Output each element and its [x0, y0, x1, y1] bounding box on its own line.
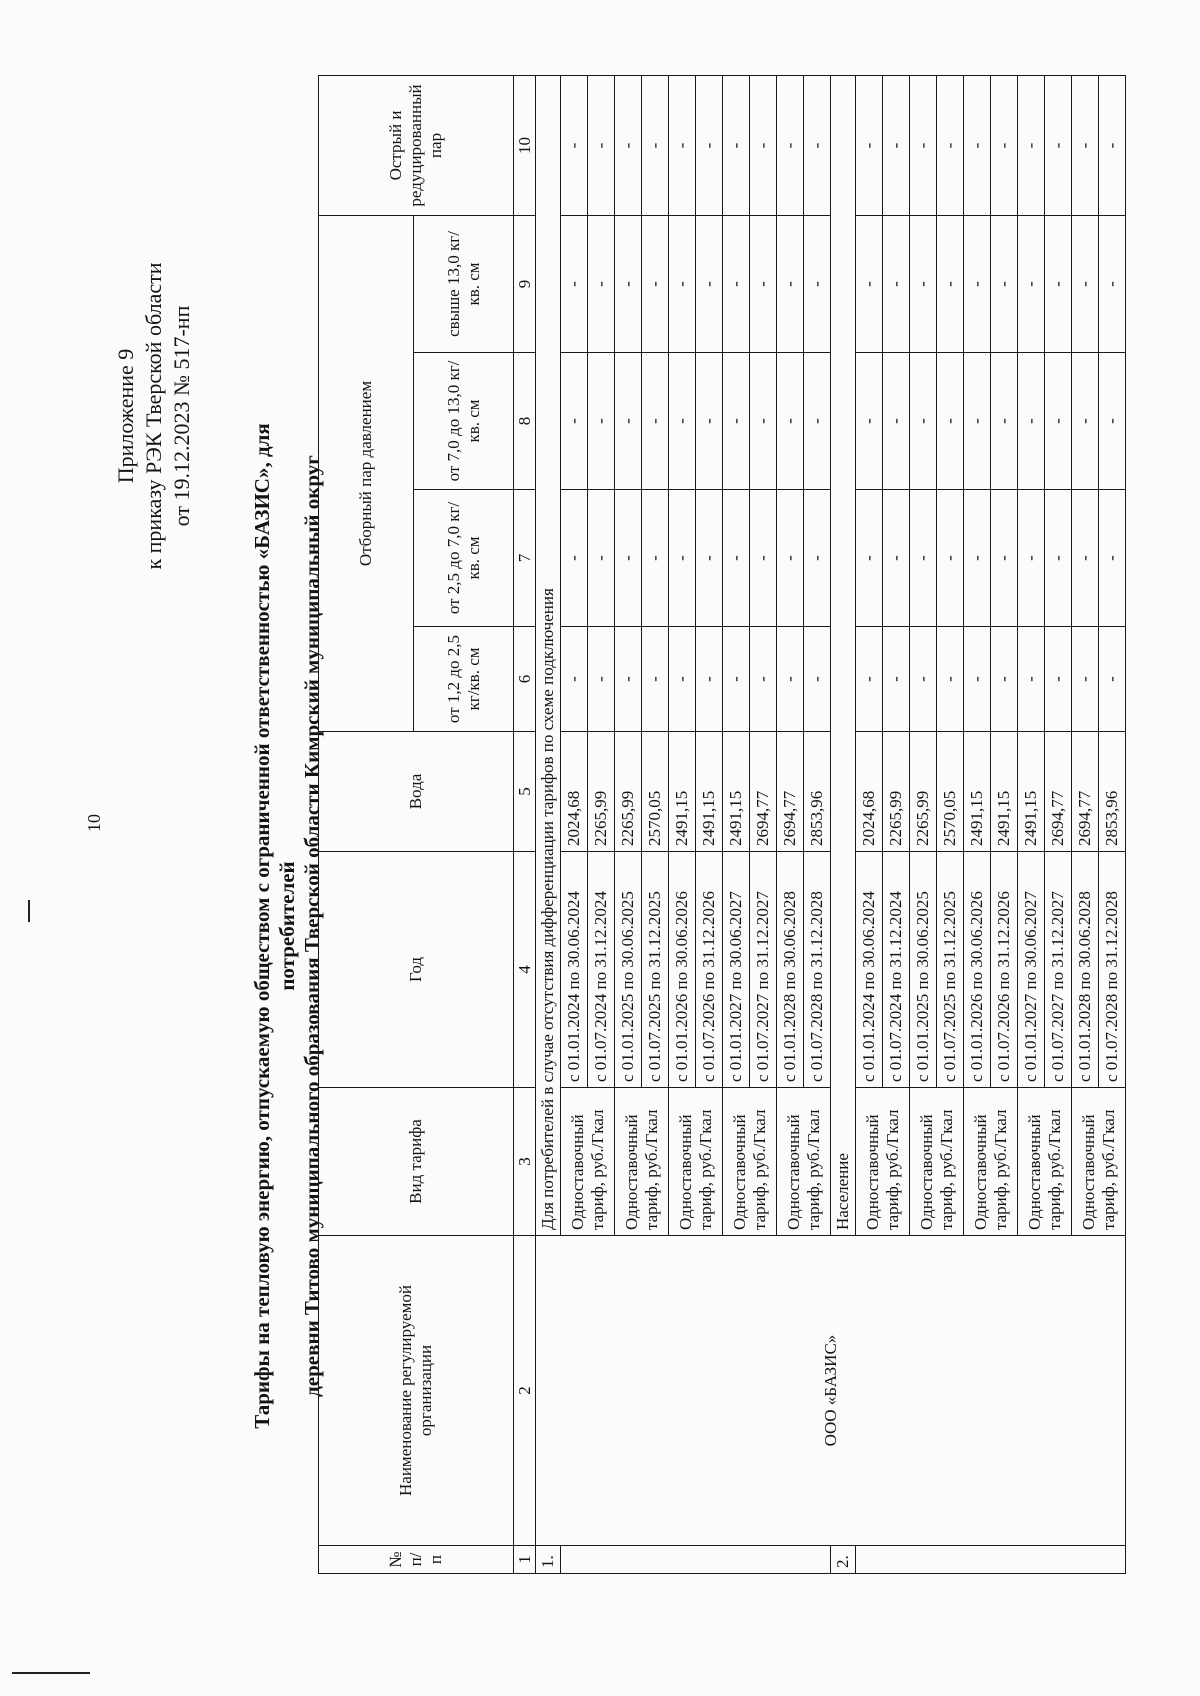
dash-cell: -: [910, 215, 937, 352]
dash-cell: -: [1099, 353, 1126, 490]
water-value: 2024,68: [561, 732, 588, 852]
water-value: 2491,15: [669, 732, 696, 852]
dash-cell: -: [696, 215, 723, 352]
empty-num-cell: [856, 1546, 1126, 1574]
period-cell: с 01.01.2024 по 30.06.2024: [561, 852, 588, 1088]
dash-cell: -: [615, 627, 642, 732]
dash-cell: -: [883, 353, 910, 490]
dash-cell: -: [883, 490, 910, 627]
dash-cell: -: [964, 353, 991, 490]
dash-cell: -: [777, 75, 804, 215]
dash-cell: -: [1072, 75, 1099, 215]
water-value: 2694,77: [1072, 732, 1099, 852]
dash-cell: -: [1072, 490, 1099, 627]
dash-cell: -: [696, 353, 723, 490]
dash-cell: -: [561, 215, 588, 352]
dash-cell: -: [1072, 215, 1099, 352]
period-cell: с 01.07.2026 по 31.12.2026: [991, 852, 1018, 1088]
column-number: 1: [514, 1546, 536, 1574]
header-row: [319, 75, 414, 1573]
dash-cell: -: [883, 627, 910, 732]
dash-cell: -: [561, 490, 588, 627]
dash-cell: -: [588, 215, 615, 352]
tariff-type: Одноставочный тариф, руб./Гкал: [561, 1088, 615, 1236]
dash-cell: -: [883, 215, 910, 352]
water-value: 2570,05: [642, 732, 669, 852]
dash-cell: -: [964, 75, 991, 215]
dash-cell: -: [991, 353, 1018, 490]
dash-cell: -: [964, 215, 991, 352]
column-number: 2: [514, 1236, 536, 1546]
period-cell: с 01.01.2026 по 30.06.2026: [669, 852, 696, 1088]
period-cell: с 01.01.2028 по 30.06.2028: [777, 852, 804, 1088]
column-number: 9: [514, 215, 536, 352]
water-value: 2491,15: [1018, 732, 1045, 852]
dash-cell: -: [910, 353, 937, 490]
dash-cell: -: [991, 75, 1018, 215]
water-value: 2694,77: [777, 732, 804, 852]
dash-cell: -: [750, 215, 777, 352]
period-cell: с 01.07.2024 по 31.12.2024: [883, 852, 910, 1088]
dash-cell: -: [1045, 627, 1072, 732]
dash-cell: -: [669, 627, 696, 732]
dash-cell: -: [1099, 627, 1126, 732]
dash-cell: -: [696, 75, 723, 215]
dash-cell: -: [642, 75, 669, 215]
period-cell: с 01.01.2027 по 30.06.2027: [723, 852, 750, 1088]
dash-cell: -: [615, 490, 642, 627]
tariff-type: Одноставочный тариф, руб./Гкал: [856, 1088, 910, 1236]
dash-cell: -: [910, 490, 937, 627]
dash-cell: -: [642, 215, 669, 352]
period-cell: с 01.01.2024 по 30.06.2024: [856, 852, 883, 1088]
title-line: Тарифы на тепловую энергию, отпускаемую обществом с ограниченной ответственностью «БАЗИС», для потребителей: [250, 423, 299, 1429]
dash-cell: -: [723, 75, 750, 215]
header-water: Вода: [319, 732, 514, 852]
period-cell: с 01.07.2024 по 31.12.2024: [588, 852, 615, 1088]
dash-cell: -: [669, 353, 696, 490]
dash-cell: -: [804, 627, 831, 732]
dash-cell: -: [723, 353, 750, 490]
period-cell: с 01.07.2025 по 31.12.2025: [642, 852, 669, 1088]
header-pressure-p3: от 7,0 до 13,0 кг/кв. см: [414, 353, 514, 490]
dash-cell: -: [804, 490, 831, 627]
period-cell: с 01.07.2028 по 31.12.2028: [804, 852, 831, 1088]
dash-cell: -: [615, 75, 642, 215]
appendix-block: [112, 136, 196, 696]
water-value: 2265,99: [588, 732, 615, 852]
dash-cell: -: [937, 215, 964, 352]
column-number: 7: [514, 490, 536, 627]
period-cell: с 01.01.2026 по 30.06.2026: [964, 852, 991, 1088]
document-title: [250, 356, 325, 1496]
dash-cell: -: [1018, 75, 1045, 215]
dash-cell: -: [588, 490, 615, 627]
tariff-type: Одноставочный тариф, руб./Гкал: [1072, 1088, 1126, 1236]
column-number: 5: [514, 732, 536, 852]
dash-cell: -: [991, 490, 1018, 627]
empty-num-cell: [561, 1546, 831, 1574]
tariff-type: Одноставочный тариф, руб./Гкал: [669, 1088, 723, 1236]
period-cell: с 01.01.2025 по 30.06.2025: [615, 852, 642, 1088]
dash-cell: -: [669, 215, 696, 352]
dash-cell: -: [856, 215, 883, 352]
tariff-type: Одноставочный тариф, руб./Гкал: [777, 1088, 831, 1236]
dash-cell: -: [1045, 215, 1072, 352]
appendix-line: от 19.12.2023 № 517-нп: [169, 305, 194, 527]
dash-cell: -: [561, 353, 588, 490]
dash-cell: -: [964, 627, 991, 732]
dash-cell: -: [696, 627, 723, 732]
header-selected-steam: Отборный пар давлением: [319, 215, 414, 731]
tariff-type: Одноставочный тариф, руб./Гкал: [723, 1088, 777, 1236]
dash-cell: -: [642, 490, 669, 627]
column-number: 10: [514, 75, 536, 215]
dash-cell: -: [777, 353, 804, 490]
section-label: Население: [831, 75, 856, 1235]
dash-cell: -: [804, 215, 831, 352]
dash-cell: -: [588, 75, 615, 215]
dash-cell: -: [723, 215, 750, 352]
dash-cell: -: [1018, 627, 1045, 732]
water-value: 2570,05: [937, 732, 964, 852]
dash-cell: -: [856, 627, 883, 732]
dash-cell: -: [804, 75, 831, 215]
header-sharp-steam: Острый и редуцированный пар: [319, 75, 514, 215]
dash-cell: -: [937, 490, 964, 627]
section-label: Для потребителей в случае отсутствия дифференциации тарифов по схеме подключения: [536, 75, 561, 1235]
water-value: 2853,96: [1099, 732, 1126, 852]
tariff-type: Одноставочный тариф, руб./Гкал: [1018, 1088, 1072, 1236]
header-pressure-p2: от 2,5 до 7,0 кг/кв. см: [414, 490, 514, 627]
dash-cell: -: [750, 353, 777, 490]
dash-cell: -: [1045, 353, 1072, 490]
tariff-table: [318, 75, 1126, 1574]
dash-cell: -: [561, 75, 588, 215]
water-value: 2853,96: [804, 732, 831, 852]
dash-cell: -: [588, 353, 615, 490]
dash-cell: -: [856, 490, 883, 627]
column-number: 3: [514, 1088, 536, 1236]
dash-cell: -: [1099, 215, 1126, 352]
water-value: 2491,15: [991, 732, 1018, 852]
dash-cell: -: [777, 490, 804, 627]
dash-cell: -: [1018, 215, 1045, 352]
dash-cell: -: [615, 353, 642, 490]
water-value: 2491,15: [723, 732, 750, 852]
water-value: 2265,99: [615, 732, 642, 852]
water-value: 2265,99: [883, 732, 910, 852]
water-value: 2694,77: [1045, 732, 1072, 852]
dash-cell: -: [937, 353, 964, 490]
dash-cell: -: [1072, 353, 1099, 490]
dash-cell: -: [642, 627, 669, 732]
header-org: Наименование регулируемой организации: [319, 1236, 514, 1546]
dash-cell: -: [910, 627, 937, 732]
dash-cell: -: [1018, 353, 1045, 490]
column-number: 6: [514, 627, 536, 732]
header-year: Год: [319, 852, 514, 1088]
dash-cell: -: [588, 627, 615, 732]
period-cell: с 01.07.2028 по 31.12.2028: [1099, 852, 1126, 1088]
dash-cell: -: [723, 490, 750, 627]
water-value: 2491,15: [964, 732, 991, 852]
dash-cell: -: [615, 215, 642, 352]
dash-cell: -: [883, 75, 910, 215]
water-value: 2694,77: [750, 732, 777, 852]
header-num: № п/п: [319, 1546, 514, 1574]
dash-cell: -: [669, 490, 696, 627]
header-pressure-p1: от 1,2 до 2,5 кг/кв. см: [414, 627, 514, 732]
dash-cell: -: [1099, 75, 1126, 215]
dash-cell: -: [937, 627, 964, 732]
water-value: 2491,15: [696, 732, 723, 852]
tariff-type: Одноставочный тариф, руб./Гкал: [910, 1088, 964, 1236]
dash-cell: -: [991, 215, 1018, 352]
period-cell: с 01.07.2027 по 31.12.2027: [1045, 852, 1072, 1088]
dash-cell: -: [723, 627, 750, 732]
period-cell: с 01.01.2025 по 30.06.2025: [910, 852, 937, 1088]
period-cell: с 01.07.2027 по 31.12.2027: [750, 852, 777, 1088]
section-number: 2.: [831, 1546, 856, 1574]
period-cell: с 01.01.2027 по 30.06.2027: [1018, 852, 1045, 1088]
dash-cell: -: [777, 215, 804, 352]
dash-cell: -: [1018, 490, 1045, 627]
dash-cell: -: [750, 75, 777, 215]
header-tariff: Вид тарифа: [319, 1088, 514, 1236]
dash-cell: -: [991, 627, 1018, 732]
dash-cell: -: [964, 490, 991, 627]
water-value: 2265,99: [910, 732, 937, 852]
period-cell: с 01.07.2025 по 31.12.2025: [937, 852, 964, 1088]
section-number: 1.: [536, 1546, 561, 1574]
water-value: 2024,68: [856, 732, 883, 852]
dash-cell: -: [1045, 490, 1072, 627]
dash-cell: -: [777, 627, 804, 732]
section-row: [536, 75, 561, 1573]
page-number: 10: [84, 814, 104, 832]
period-cell: с 01.01.2028 по 30.06.2028: [1072, 852, 1099, 1088]
dash-cell: -: [804, 353, 831, 490]
column-number: 8: [514, 353, 536, 490]
appendix-line: Приложение 9: [113, 348, 138, 484]
dash-cell: -: [750, 490, 777, 627]
dash-cell: -: [937, 75, 964, 215]
dash-cell: -: [1045, 75, 1072, 215]
column-number: 4: [514, 852, 536, 1088]
dash-cell: -: [856, 75, 883, 215]
dash-cell: -: [669, 75, 696, 215]
title-line: деревни Титово муниципального образования Тверской области Кимрский муниципальный округ: [300, 455, 324, 1397]
tariff-type: Одноставочный тариф, руб./Гкал: [964, 1088, 1018, 1236]
dash-cell: -: [1099, 490, 1126, 627]
dash-cell: -: [750, 627, 777, 732]
dash-cell: -: [642, 353, 669, 490]
dash-cell: -: [1072, 627, 1099, 732]
appendix-line: к приказу РЭК Тверской области: [141, 262, 166, 570]
dash-cell: -: [561, 627, 588, 732]
column-number-row: [514, 75, 536, 1573]
header-pressure-p4: свыше 13,0 кг/кв. см: [414, 215, 514, 352]
dash-cell: -: [696, 490, 723, 627]
tariff-type: Одноставочный тариф, руб./Гкал: [615, 1088, 669, 1236]
period-cell: с 01.07.2026 по 31.12.2026: [696, 852, 723, 1088]
dash-cell: -: [910, 75, 937, 215]
dash-cell: -: [856, 353, 883, 490]
org-name: ООО «БАЗИС»: [536, 1236, 1126, 1546]
